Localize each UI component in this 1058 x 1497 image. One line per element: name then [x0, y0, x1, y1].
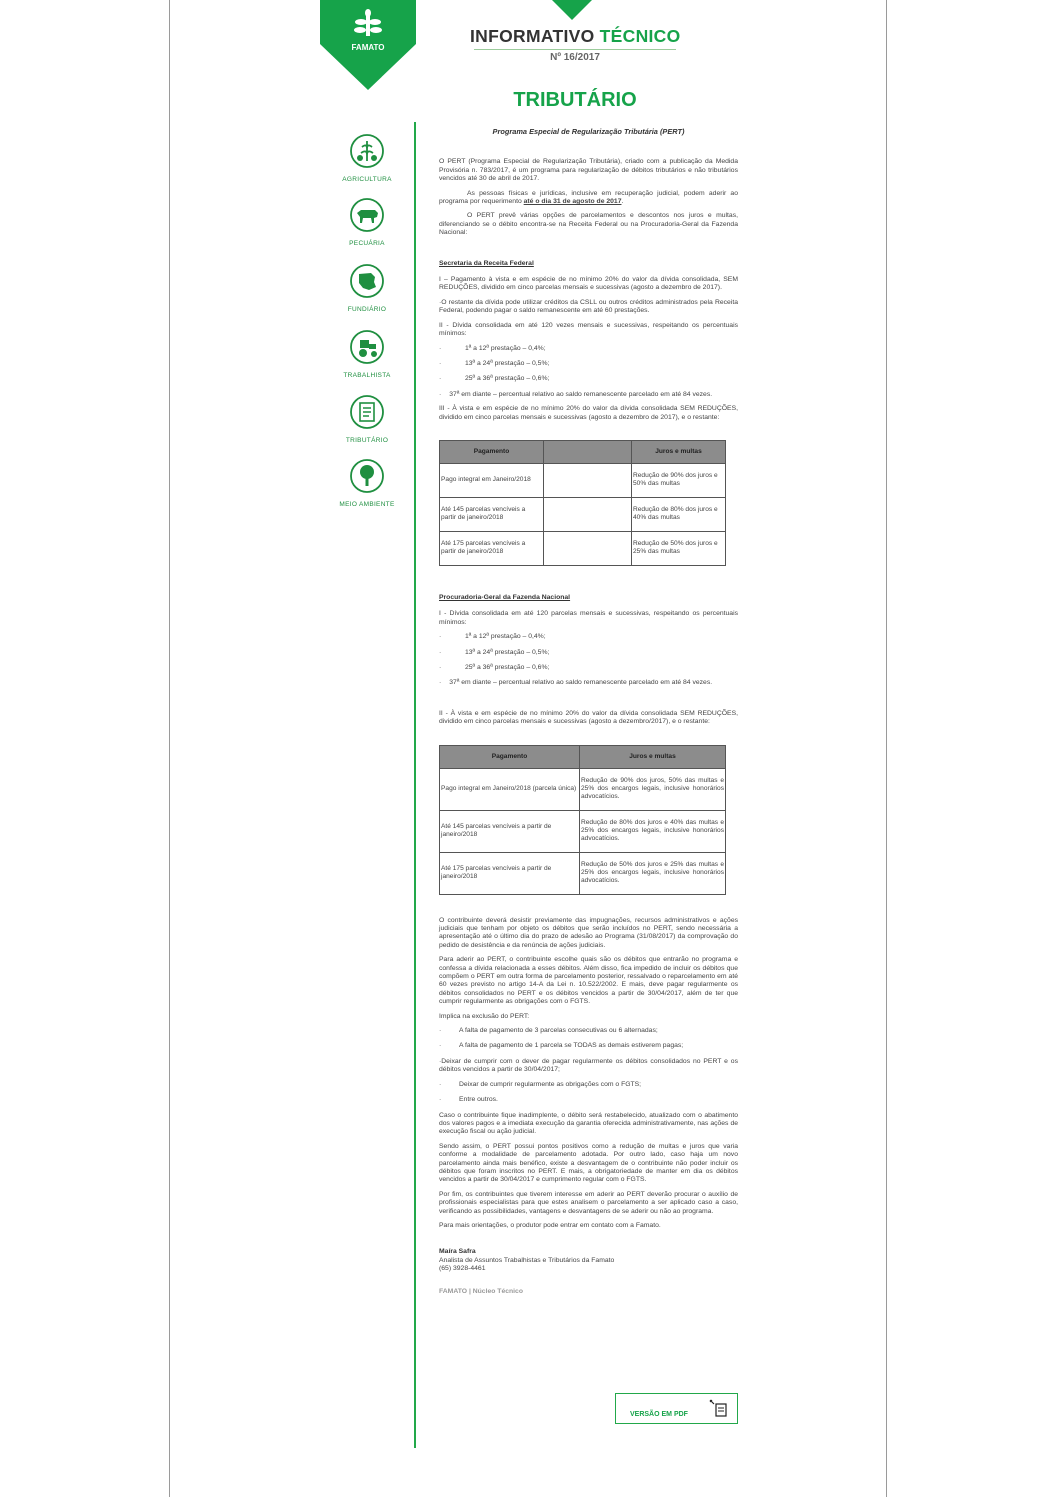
header-divider	[474, 49, 676, 50]
closing-paragraph: O contribuinte deverá desistir previamente das impugnações, recursos administrativos e ações judiciais que tenham por objeto os débitos que serão incluídos no PERT, sendo necessária a apresentação até o último dia do prazo de adesão ao Programa (31/08/2017) da comprovação do pedido de desistência e da renúncia de ações judiciais.	[439, 916, 738, 949]
table-header: Pagamento	[440, 745, 580, 768]
pdf-version-button[interactable]	[615, 1393, 738, 1424]
table-header: Juros e multas	[632, 440, 726, 463]
tree-icon	[349, 458, 385, 494]
cattle-icon	[349, 197, 385, 233]
list-item: · Deixar de cumprir regularmente as obrigações com o FGTS;	[439, 1080, 642, 1088]
rfb-item-1: I – Pagamento à vista e em espécie de no mínimo 20% do valor da dívida consolidada, SEM REDUÇÕES, dividido em cinco parcelas mensais e sucessivas (agosto a dezembro de 2017).	[439, 276, 738, 292]
newsletter-title: INFORMATIVO TÉCNICO	[470, 26, 681, 46]
category-label: PECUÁRIA	[349, 240, 385, 247]
table-header	[544, 440, 632, 463]
tractor-icon	[349, 329, 385, 365]
table-header: Juros e multas	[580, 745, 726, 768]
table-header-row	[440, 440, 726, 463]
list-item: ·Deixar de cumprir com o dever de pagar regularmente os débitos consolidados no PERT e os débitos vencidos a partir de 30/04/2017;	[439, 1057, 738, 1074]
table-row: Até 175 parcelas vencíveis a partir de janeiro/2018 Redução de 50% dos juros e 25% das multas	[440, 531, 726, 565]
document-icon	[349, 394, 385, 430]
category-label: FUNDIÁRIO	[347, 306, 387, 313]
pgfn-table	[439, 745, 726, 895]
author-phone: (65) 3928-4461	[439, 1265, 486, 1273]
category-agricultura[interactable]	[334, 133, 400, 183]
pgfn-heading: Procuradoria-Geral da Fazenda Nacional	[439, 593, 571, 601]
intro-paragraph: O PERT (Programa Especial de Regularização Tributária), criado com a publicação da Medida Provisória n. 783/2017, é um programa para regularização de débitos tributários e não tributários vencidos até 30 de abril de 2017.	[439, 158, 738, 183]
table-row: Pago integral em Janeiro/2018 (parcela única) Redução de 90% dos juros, 50% das multas e 25% dos encargos legais, inclusive honorários advocatícios.	[440, 768, 726, 810]
header-notch	[552, 0, 592, 20]
author-name: Maíra Safra	[439, 1248, 476, 1256]
article-body	[439, 128, 738, 1296]
table-header: Pagamento	[440, 440, 544, 463]
closing-paragraph: Para aderir ao PERT, o contribuinte escolhe quais são os débitos que entrarão no programa e confessa a dívida relacionada a esses débitos. Além disso, fica impedido de incluir os débitos que compõem o PERT em outra forma de parcelamento posterior, ressalvado o reparcelamento em até 60 vezes previsto no artigo 14-A da Lei n. 10.522/2002. E mais, deve pagar regularmente os débitos consolidados no PERT e os débitos vencidos a partir de 30/04/2017, além de ter que cumprir regularmente as obrigações com o FGTS.	[439, 956, 738, 1006]
deadline-highlight: até o dia 31 de agosto de 2017	[523, 198, 622, 206]
closing-paragraph: Caso o contribuinte fique inadimplente, o débito será restabelecido, atualizado com o abatimento dos valores pagos e a imediata execução da garantia oferecida administrativamente, nas ações de execução fiscal ou ação judicial.	[439, 1111, 738, 1136]
page-border-left	[169, 0, 170, 1497]
edition-number: Nº 16/2017	[550, 52, 600, 63]
category-label: TRABALHISTA	[343, 372, 391, 379]
rfb-item-1-note: ·O restante da dívida pode utilizar créditos da CSLL ou outros créditos administrados pela Receita Federal, podendo pagar o saldo remanescente em até 60 prestações.	[439, 298, 738, 315]
rfb-item-2: II - Dívida consolidada em até 120 vezes mensais e sucessivas, respeitando os percentuais mínimos:	[439, 321, 738, 338]
pgfn-item-1: I - Dívida consolidada em até 120 parcelas mensais e sucessivas, respeitando os percentuais mínimos:	[439, 610, 738, 626]
table-row: Até 145 parcelas vencíveis a partir de janeiro/2018 Redução de 80% dos juros e 40% das multas e 25% dos encargos legais, inclusive honorários advocatícios.	[440, 810, 726, 852]
list-item: · 37ª em diante – percentual relativo ao saldo remanescente parcelado em até 84 vezes.	[439, 390, 713, 398]
content-divider-line	[414, 122, 416, 1448]
footer-credit: FAMATO | Núcleo Técnico	[439, 1287, 523, 1295]
category-pecuaria[interactable]	[334, 197, 400, 247]
closing-paragraph: Sendo assim, o PERT possui pontos positivos como a redução de multas e juros que varia conforme a modalidade de parcelamento adotada. Por outro lado, caso haja um novo parcelamento ainda mais benéfico, existe a desvantagem de o contribuinte não poder incluir os débitos que foram inscritos no PERT. E mais, a obrigatoriedade de manter em dia os débitos vencidos a partir de 30/04/2017 e cumprimento regular com o FGTS.	[439, 1142, 738, 1184]
author-role: Analista de Assuntos Trabalhistas e Tributários da Famato	[439, 1256, 615, 1264]
list-item: · Entre outros.	[439, 1096, 498, 1104]
category-label: TRIBUTÁRIO	[345, 437, 389, 444]
land-map-icon	[349, 263, 385, 299]
famato-logo-badge	[320, 0, 416, 90]
category-trabalhista[interactable]	[334, 329, 400, 379]
list-item: · 25ª a 36ª prestação – 0,6%;	[439, 663, 550, 671]
article-title: Programa Especial de Regularização Tributária (PERT)	[492, 127, 685, 136]
category-label: AGRICULTURA	[342, 176, 392, 183]
category-tributario[interactable]	[334, 394, 400, 444]
section-title: TRIBUTÁRIO	[513, 89, 637, 111]
list-item: · 13ª a 24ª prestação – 0,5%;	[439, 648, 550, 656]
agriculture-icon	[349, 133, 385, 169]
category-fundiario[interactable]	[334, 263, 400, 313]
list-item: · 13ª a 24ª prestação – 0,5%;	[439, 359, 550, 367]
intro-paragraph-options: O PERT prevê várias opções de parcelamentos e descontos nos juros e multas, diferenciando se o débito encontra-se na Receita Federal ou na Procuradoria-Geral da Fazenda Nacional:	[439, 212, 738, 237]
list-item: · 1ª a 12ª prestação – 0,4%;	[439, 344, 546, 352]
pgfn-item-2: II - À vista e em espécie de no mínimo 20% do valor da dívida consolidada SEM REDUÇÕES, dividido em cinco parcelas mensais e sucessivas (agosto a dezembro/2017), e o restante:	[439, 709, 738, 726]
pdf-version-label: VERSÃO EM PDF	[630, 1411, 688, 1418]
closing-paragraph: Implica na exclusão do PERT:	[439, 1012, 530, 1020]
logo-text: FAMATO	[351, 43, 385, 52]
rfb-heading: Secretaria da Receita Federal	[439, 259, 534, 267]
table-row: Até 175 parcelas vencíveis a partir de janeiro/2018 Redução de 50% dos juros e 25% das multas e 25% dos encargos legais, inclusive honorários advocatícios.	[440, 852, 726, 894]
table-row: Até 145 parcelas vencíveis a partir de janeiro/2018 Redução de 80% dos juros e 40% das multas	[440, 497, 726, 531]
list-item: · A falta de pagamento de 3 parcelas consecutivas ou 6 alternadas;	[439, 1027, 658, 1035]
table-row: Pago integral em Janeiro/2018 Redução de 90% dos juros e 50% das multas	[440, 463, 726, 497]
category-label: MEIO AMBIENTE	[339, 501, 395, 508]
closing-paragraph: Para mais orientações, o produtor pode entrar em contato com a Famato.	[439, 1221, 661, 1229]
closing-paragraph: Por fim, os contribuintes que tiverem interesse em aderir ao PERT deverão procurar o auxílio de profissionais especialistas para que estes analisem o parcelamento a ser aplicado caso a caso, verificando as possibilidades, vantagens e desvantagens de se aderir ou não ao programa.	[439, 1190, 738, 1215]
rfb-table	[439, 440, 726, 566]
intro-paragraph-deadline: As pessoas físicas e jurídicas, inclusive em recuperação judicial, podem aderir ao programa por requerimento até o dia 31 de agosto de 2017.	[439, 189, 738, 206]
list-item: · 25ª a 36ª prestação – 0,6%;	[439, 375, 550, 383]
list-item: · A falta de pagamento de 1 parcela se TODAS as demais estiverem pagas;	[439, 1042, 684, 1050]
pdf-download-icon	[708, 1398, 730, 1418]
table-header-row	[440, 745, 726, 768]
rfb-item-3: III - À vista e em espécie de no mínimo 20% do valor da dívida consolidada SEM REDUÇÕES, dividido em cinco parcelas mensais e sucessivas (agosto a dezembro de 2017), e o restante:	[439, 405, 738, 421]
signature-block	[439, 1248, 738, 1273]
list-item: · 37ª em diante – percentual relativo ao saldo remanescente parcelado em até 84 vezes.	[439, 679, 713, 687]
list-item: · 1ª a 12ª prestação – 0,4%;	[439, 633, 546, 641]
category-meio-ambiente[interactable]	[334, 458, 400, 508]
newsletter-header	[470, 26, 680, 63]
page-border-right	[886, 0, 887, 1497]
